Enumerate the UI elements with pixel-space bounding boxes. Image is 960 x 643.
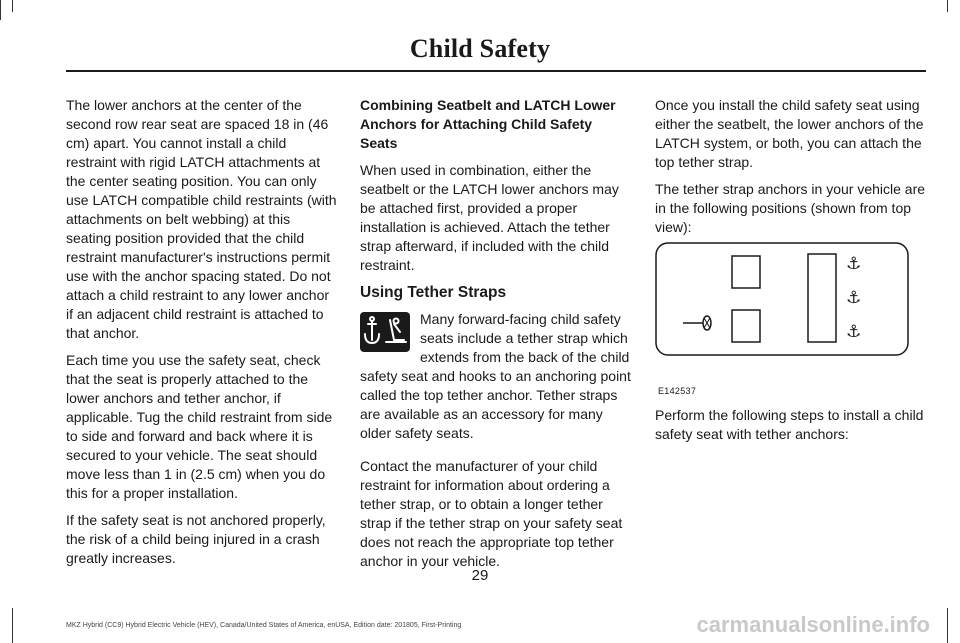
crop-mark	[947, 0, 948, 12]
tether-anchor-diagram	[655, 242, 911, 358]
rear-seat	[808, 254, 836, 342]
column-2	[360, 96, 632, 579]
tether-anchor-icon: ⚓	[846, 322, 862, 342]
steering-wheel-icon	[683, 316, 711, 330]
paragraph: Perform the following steps to install a child safety seat with tether anchors:	[655, 407, 924, 442]
footer-text: MKZ Hybrid (CC9) Hybrid Electric Vehicle (HEV), Canada/United States of America, enUSA, Edition date: 201805, First-Printing	[66, 622, 462, 629]
column-1	[66, 96, 338, 576]
front-seat	[732, 256, 760, 288]
tether-anchor-icon: ⚓	[846, 288, 862, 308]
watermark: carmanualsonline.info	[696, 612, 930, 637]
paragraph: Contact the manufacturer of your child restraint for information about ordering a tether strap, or to obtain a longer tether strap if the tether strap on your safety seat does not reach the appropriate top tether anchor in your vehicle.	[360, 458, 623, 569]
paragraph: The tether strap anchors in your vehicle are in the following positions (shown from top view):	[655, 181, 926, 235]
paragraph: Many forward-facing child safety seats include a tether strap which extends from the back of the child safety seat and hooks to an anchoring point called the top tether anchor. Tether straps are available as an accessory for many older safety seats.	[360, 311, 631, 441]
crop-mark	[0, 0, 1, 20]
vehicle-outline	[656, 243, 908, 355]
header-rule	[66, 70, 926, 72]
paragraph: The lower anchors at the center of the second row rear seat are spaced 18 in (46 cm) apart. You cannot install a child restraint with rigid LATCH attachments at the center seating position. You can only use LATCH compatible child restraints (with attachments on belt webbing) at this seating position provided that the child restraint manufacturer's instructions permit use with the anchor spacing stated. Do not attach a child restraint to any lower anchor if an adjacent child restraint is attached to that anchor.	[66, 97, 337, 341]
crop-mark	[947, 608, 948, 643]
section-title: Using Tether Straps	[360, 284, 507, 301]
column-3-continued	[655, 406, 927, 452]
page-number: 29	[471, 567, 489, 584]
paragraph: Once you install the child safety seat using either the seatbelt, the lower anchors of the LATCH system, or both, you can attach the top tether strap.	[655, 97, 924, 170]
crop-mark	[12, 608, 13, 643]
page-title: Child Safety	[409, 34, 551, 63]
crop-mark	[12, 0, 13, 12]
figure-code: E142537	[658, 386, 697, 396]
paragraph: If the safety seat is not anchored properly, the risk of a child being injured in a crash greatly increases.	[66, 512, 326, 566]
paragraph: When used in combination, either the seatbelt or the LATCH lower anchors may be attached first, provided a proper installation is achieved. Attach the tether strap afterward, if included with the child restraint.	[360, 162, 619, 273]
tether-seat-icon	[360, 312, 410, 352]
subheading: Combining Seatbelt and LATCH Lower Anchors for Attaching Child Safety Seats	[360, 97, 616, 151]
tether-paragraph	[360, 310, 632, 443]
column-3	[655, 96, 927, 245]
front-seat	[732, 310, 760, 342]
paragraph: Each time you use the safety seat, check that the seat is properly attached to the lower anchors and tether anchor, if applicable. Tug the child restraint from side to side and forward and back where it is secured to your vehicle. The seat should move less than 1 in (2.5 cm) when you do this for a proper installation.	[66, 352, 333, 501]
tether-anchor-icon: ⚓	[846, 254, 862, 274]
